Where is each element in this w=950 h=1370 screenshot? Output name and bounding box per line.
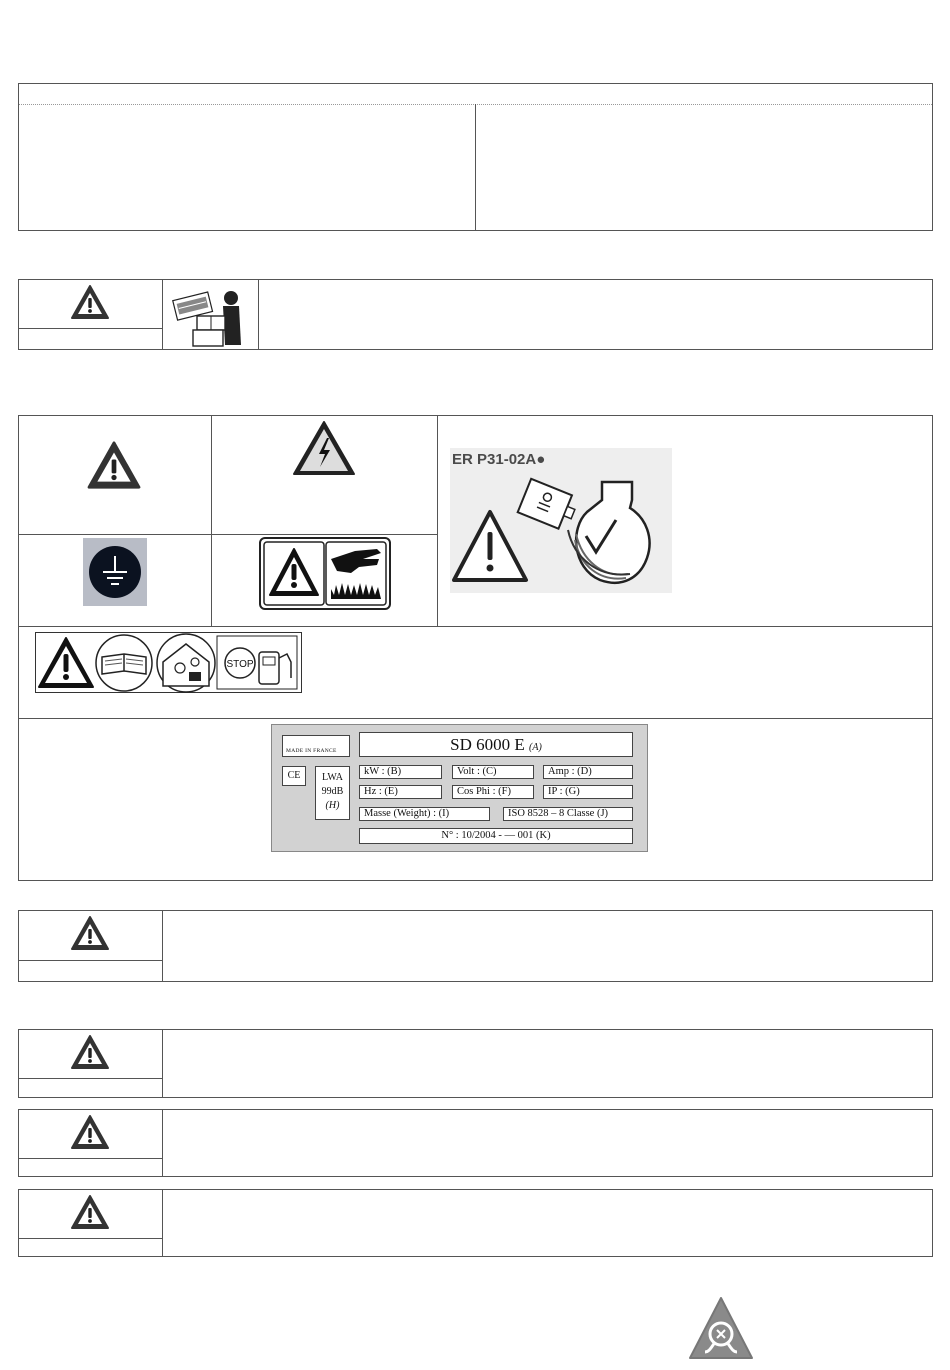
plate-volt: Volt : (C): [452, 765, 534, 779]
cell-divider: [18, 1078, 163, 1079]
plate-made-in: MADE IN FRANCE: [282, 735, 350, 757]
cell-divider: [18, 718, 933, 719]
plate-iso: ISO 8528 – 8 Classe (J): [503, 807, 633, 821]
recycling-triangle-icon: [688, 1296, 754, 1360]
hot-surface-warning-icon: [259, 537, 391, 610]
warning-row-1: [18, 910, 933, 982]
cell-divider: [18, 534, 438, 535]
plate-hz: Hz : (E): [359, 785, 442, 799]
cell-divider: [162, 1029, 163, 1098]
plate-ip: IP : (G): [543, 785, 633, 799]
plate-serial: N° : 10/2004 - — 001 (K): [359, 828, 633, 844]
person-reading-manual-icon: [167, 283, 255, 347]
plate-lwa-label: LWA: [322, 772, 343, 783]
cell-divider: [162, 910, 163, 982]
warning-row-2: [18, 1029, 933, 1098]
oil-label-code: ER P31-02A●: [452, 451, 546, 468]
identification-plate: [271, 724, 648, 852]
warning-row-3: [18, 1109, 933, 1177]
earth-ground-icon: [83, 538, 147, 606]
cell-divider: [162, 1109, 163, 1177]
cell-divider: [18, 1238, 163, 1239]
warning-triangle-icon: [70, 1114, 110, 1150]
warning-row-manual: [18, 279, 933, 350]
plate-lwa-ref: (H): [325, 800, 340, 811]
warning-row-4: [18, 1189, 933, 1257]
warning-triangle-icon: [86, 440, 142, 490]
plate-model: [359, 732, 633, 757]
electrical-hazard-icon: [292, 420, 356, 476]
refuel-safety-pictograms-icon: [35, 632, 302, 693]
cell-divider: [211, 415, 212, 626]
intro-table-column-divider: [475, 104, 476, 230]
plate-ce-mark: CE: [282, 766, 306, 786]
cell-divider: [18, 960, 163, 961]
warning-triangle-icon: [70, 284, 110, 320]
plate-masse: Masse (Weight) : (I): [359, 807, 490, 821]
warning-triangle-icon: [70, 1034, 110, 1070]
plate-model-name: SD 6000 E: [450, 735, 525, 754]
cell-divider: [162, 1189, 163, 1257]
plate-kw: kW : (B): [359, 765, 442, 779]
cell-divider: [18, 626, 933, 627]
svg-text:STOP: STOP: [226, 659, 254, 670]
cell-divider: [437, 415, 438, 626]
warning-triangle-icon: [70, 915, 110, 951]
cell-divider: [18, 328, 163, 329]
plate-model-ref: (A): [529, 742, 542, 753]
plate-cosphi: Cos Phi : (F): [452, 785, 534, 799]
cell-divider: [18, 1158, 163, 1159]
plate-lwa-value: 99dB: [321, 786, 344, 797]
oil-level-check-icon: [450, 448, 672, 593]
warning-triangle-icon: [70, 1194, 110, 1230]
cell-divider: [162, 279, 163, 350]
plate-amp: Amp : (D): [543, 765, 633, 779]
plate-lwa: [315, 766, 350, 820]
cell-divider: [258, 279, 259, 350]
